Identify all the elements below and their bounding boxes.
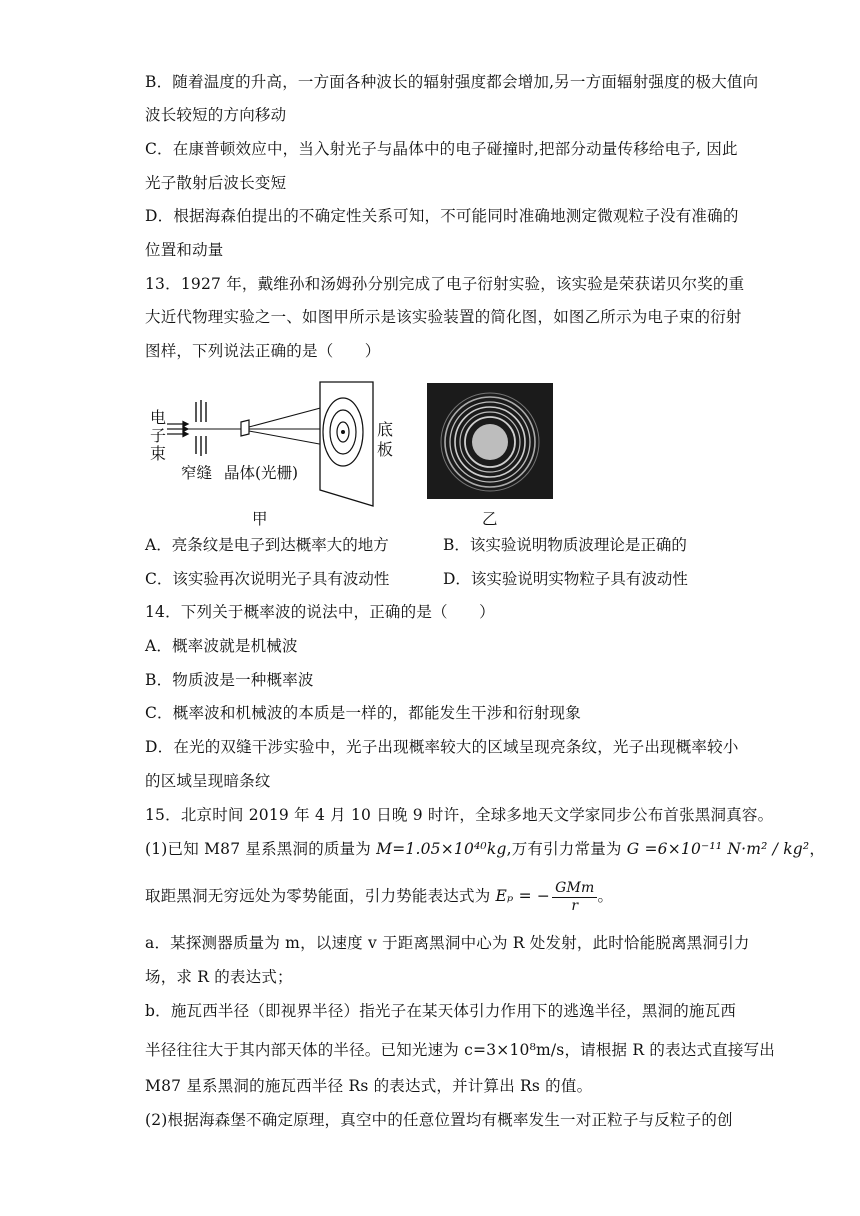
q15-part1-line2: 取距黑洞无穷远处为零势能面，引力势能表达式为 Eₚ = − $\frac{\text{GMm}}{r}$ 。 bbox=[145, 879, 614, 914]
label-slit: 窄缝 bbox=[181, 464, 213, 482]
q15-a-line1: a．某探测器质量为 m，以速度 v 于距离黑洞中心为 R 处发射，此时恰能脱离黑洞引力 bbox=[145, 934, 750, 952]
q14-option-d-line1: D．在光的双缝干涉实验中，光子出现概率较大的区域呈现亮条纹，光子出现概率较小 bbox=[145, 738, 739, 756]
q15-a-line2: 场，求 R 的表达式； bbox=[145, 968, 293, 986]
caption-jia: 甲 bbox=[252, 510, 268, 528]
q13-option-d: D．该实验说明实物粒子具有波动性 bbox=[443, 570, 688, 588]
q15-part1-line1: (1)已知 M87 星系黑洞的质量为 M=1.05×10⁴⁰kg,万有引力常量为 G =6×10⁻¹¹ N·m² / kg²， bbox=[145, 840, 826, 858]
fraction-gmm-over-r: $\frac{\text{GMm}}{r}$ bbox=[552, 880, 597, 915]
crystal-grating bbox=[241, 420, 249, 436]
q15-b-line2: 半径往往大于其内部天体的半径。已知光速为 c=3×10⁸m/s，请根据 R 的表达式直接写出 bbox=[145, 1041, 775, 1059]
q14-option-c: C．概率波和机械波的本质是一样的，都能发生干涉和衍射现象 bbox=[145, 704, 581, 722]
q15-part2-line1: (2)根据海森堡不确定原理，真空中的任意位置均有概率发生一对正粒子与反粒子的创 bbox=[145, 1111, 733, 1129]
label-plate: 底 板 bbox=[377, 420, 394, 459]
q12-option-d-line1: D．根据海森伯提出的不确定性关系可知，不可能同时准确地测定微观粒子没有准确的 bbox=[145, 207, 739, 225]
q12-option-d-line2: 位置和动量 bbox=[145, 241, 224, 259]
q15-b-line1: b．施瓦西半径（即视界半径）指光子在某天体引力作用下的逃逸半径，黑洞的施瓦西 bbox=[145, 1002, 737, 1020]
q12-option-c-line1: C．在康普顿效应中，当入射光子与晶体中的电子碰撞时,把部分动量传移给电子, 因此 bbox=[145, 140, 738, 158]
electron-beam-arrows bbox=[167, 422, 188, 437]
diffraction-apparatus-diagram bbox=[145, 378, 405, 508]
q12-option-b-line2: 波长较短的方向移动 bbox=[145, 106, 287, 124]
q14-option-a: A．概率波就是机械波 bbox=[145, 637, 298, 655]
label-electron-beam: 电 子 束 bbox=[150, 408, 167, 463]
q12-option-c-line2: 光子散射后波长变短 bbox=[145, 174, 287, 192]
q13-option-c: C．该实验再次说明光子具有波动性 bbox=[145, 570, 390, 588]
q15-b-line3: M87 星系黑洞的施瓦西半径 Rs 的表达式，并计算出 Rs 的值。 bbox=[145, 1077, 593, 1095]
potential-energy-formula: Eₚ = − bbox=[495, 887, 551, 905]
q12-option-b-line1: B．随着温度的升高，一方面各种波长的辐射强度都会增加,另一方面辐射强度的极大值向 bbox=[145, 73, 759, 91]
gravitational-constant: G =6×10⁻¹¹ N·m² / kg² bbox=[626, 840, 810, 858]
q15-stem: 15．北京时间 2019 年 4 月 10 日晚 9 时许，全球多地天文学家同步公布首张黑洞真容。 bbox=[145, 806, 774, 824]
q13-stem-line1: 13．1927 年，戴维孙和汤姆孙分别完成了电子衍射实验，该实验是荣获诺贝尔奖的重 bbox=[145, 275, 745, 293]
mass-formula: M=1.05×10⁴⁰kg bbox=[376, 840, 507, 858]
q13-option-b: B．该实验说明物质波理论是正确的 bbox=[443, 536, 687, 554]
label-crystal: 晶体(光栅) bbox=[224, 464, 299, 482]
slit-plates bbox=[196, 400, 206, 456]
caption-yi: 乙 bbox=[482, 510, 498, 528]
q14-option-b: B．物质波是一种概率波 bbox=[145, 671, 314, 689]
q13-stem-line2: 大近代物理实验之一、如图甲所示是该实验装置的简化图，如图乙所示为电子束的衍射 bbox=[145, 308, 742, 326]
diffraction-pattern-photo bbox=[427, 383, 553, 499]
q14-option-d-line2: 的区域呈现暗条纹 bbox=[145, 772, 271, 790]
q13-option-a: A．亮条纹是电子到达概率大的地方 bbox=[145, 536, 389, 554]
q13-stem-line3: 图样，下列说法正确的是（ ） bbox=[145, 342, 381, 360]
q14-stem: 14．下列关于概率波的说法中，正确的是（ ） bbox=[145, 603, 495, 621]
screen-plate bbox=[320, 382, 373, 506]
